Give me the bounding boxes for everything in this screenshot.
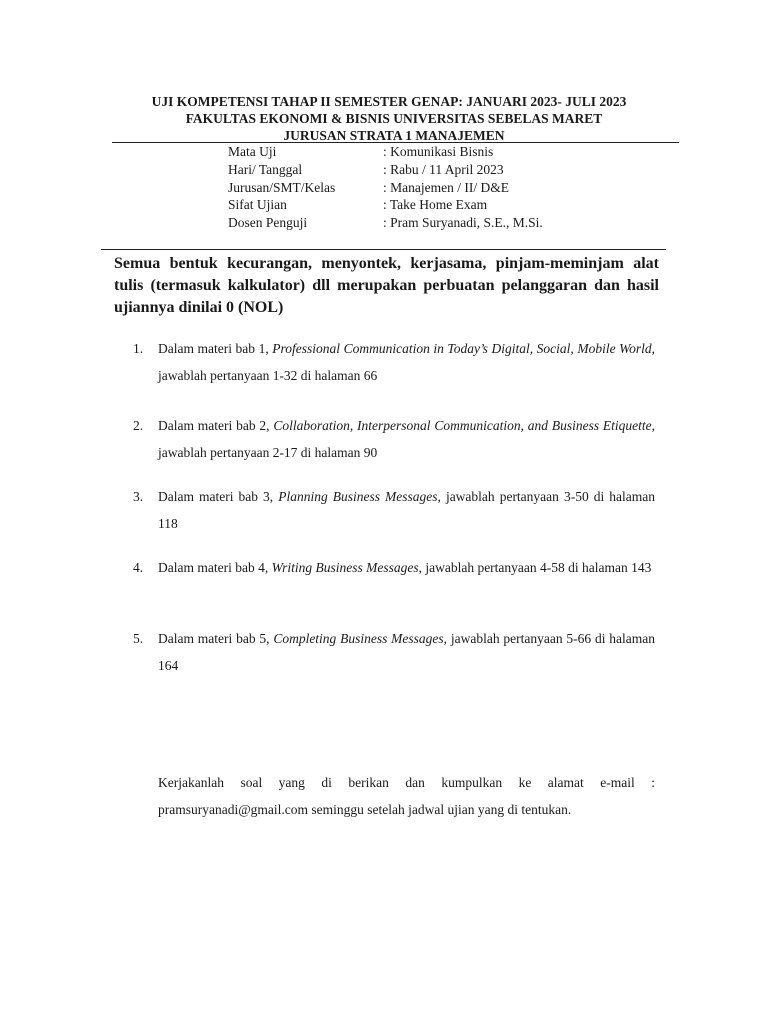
- info-value: : Take Home Exam: [383, 197, 488, 213]
- chapter-title: Completing Business Messages: [273, 631, 444, 646]
- question-item: [133, 625, 655, 679]
- header-line-exam-title: UJI KOMPETENSI TAHAP II SEMESTER GENAP: JANUARI 2023- JULI 2023: [151, 94, 627, 109]
- question-instruction: , jawablah pertanyaan 1-32 di halaman 66: [158, 341, 655, 383]
- question-text: [158, 554, 655, 581]
- question-intro: Dalam materi bab 4,: [158, 560, 272, 575]
- question-instruction: , jawablah pertanyaan 3-50 di halaman 118: [158, 489, 655, 531]
- question-instruction: , jawablah pertanyaan 5-66 di halaman 164: [158, 631, 655, 673]
- question-intro: Dalam materi bab 5,: [158, 631, 274, 646]
- info-row-date: [228, 161, 543, 179]
- question-number: 3.: [133, 489, 144, 504]
- header-line-faculty: FAKULTAS EKONOMI & BISNIS UNIVERSITAS SEBELAS MARET: [185, 111, 603, 126]
- info-row-subject: [228, 143, 543, 161]
- question-text: [158, 335, 655, 389]
- question-intro: Dalam materi bab 2,: [158, 418, 274, 433]
- info-row-class: [228, 179, 543, 197]
- info-value: : Rabu / 11 April 2023: [383, 161, 504, 177]
- cheating-warning: Semua bentuk kecurangan, menyontek, kerjasama, pinjam-meminjam alat tulis (termasuk kalkulator) dll merupakan perbuatan pelanggaran dan hasil ujiannya dinilai 0 (NOL): [114, 255, 659, 316]
- info-value: : Komunikasi Bisnis: [383, 144, 494, 159]
- chapter-title: Writing Business Messages: [271, 560, 419, 575]
- question-item: [133, 554, 655, 581]
- info-row-exam-type: [228, 196, 543, 214]
- question-item: [133, 412, 655, 466]
- submission-instructions: Kerjakanlah soal yang di berikan dan kumpulkan ke alamat e-mail : pramsuryanadi@gmail.com seminggu setelah jadwal ujian yang di tentukan.: [158, 775, 655, 817]
- question-item: [133, 335, 655, 389]
- info-label: Dosen Penguji: [228, 215, 308, 231]
- info-label: Hari/ Tanggal: [228, 161, 303, 177]
- question-text: [158, 412, 655, 466]
- question-instruction: , jawablah pertanyaan 4-58 di halaman 143: [418, 560, 652, 575]
- info-label: Sifat Ujian: [228, 197, 287, 213]
- info-divider: [101, 249, 666, 250]
- info-label: Jurusan/SMT/Kelas: [228, 179, 336, 195]
- question-number: 1.: [133, 341, 144, 356]
- header-line-department: JURUSAN STRATA 1 MANAJEMEN: [283, 128, 505, 143]
- document-header: [0, 93, 768, 144]
- info-value: : Manajemen / II/ D&E: [383, 179, 509, 195]
- question-number: 4.: [133, 560, 144, 575]
- info-row-lecturer: [228, 214, 543, 232]
- question-intro: Dalam materi bab 3,: [158, 489, 279, 504]
- chapter-title: Professional Communication in Today’s Digital, Social, Mobile World: [272, 341, 652, 356]
- info-label: Mata Uji: [228, 144, 277, 159]
- question-instruction: , jawablah pertanyaan 2-17 di halaman 90: [158, 418, 655, 460]
- question-number: 5.: [133, 631, 144, 646]
- question-text: [158, 625, 655, 679]
- exam-info-table: [228, 143, 543, 232]
- info-value: : Pram Suryanadi, S.E., M.Si.: [383, 215, 543, 231]
- chapter-title: Collaboration, Interpersonal Communication, and Business Etiquette: [273, 418, 652, 433]
- question-number: 2.: [133, 418, 144, 433]
- question-intro: Dalam materi bab 1,: [158, 341, 273, 356]
- chapter-title: Planning Business Messages: [278, 489, 438, 504]
- question-text: [158, 483, 655, 537]
- question-item: [133, 483, 655, 537]
